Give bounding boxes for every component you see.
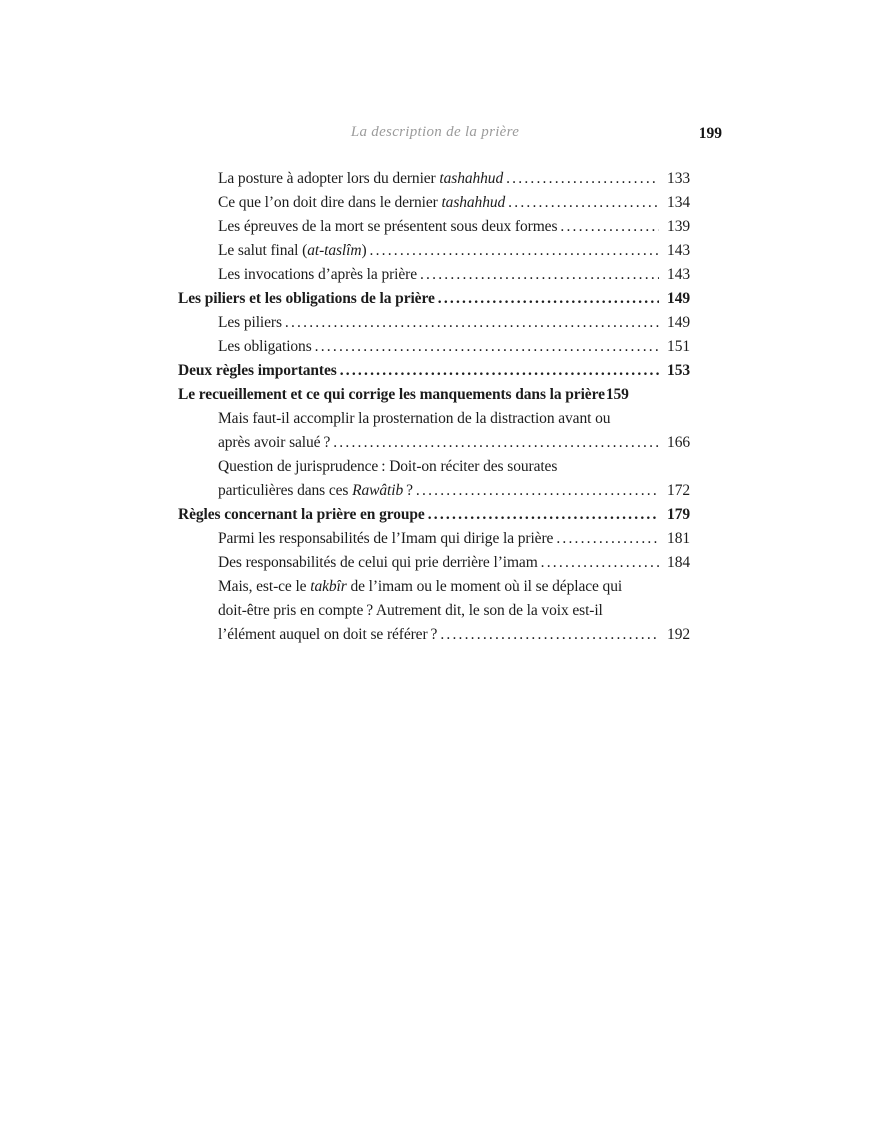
- toc-entry-line: [218, 527, 690, 551]
- toc-entry-title: doit-être pris en compte ? Autrement dit, le son de la voix est-il: [218, 602, 603, 619]
- toc-dot-leader: [553, 527, 659, 551]
- toc-entry-title: Les obligations: [218, 338, 312, 355]
- table-of-contents: [178, 167, 690, 647]
- toc-page-number: 192: [667, 626, 690, 643]
- toc-entry: [178, 455, 690, 503]
- toc-dot-leader: [503, 167, 659, 191]
- toc-page-number: 151: [667, 338, 690, 355]
- toc-entry: [178, 575, 690, 647]
- toc-entry-line: [218, 431, 690, 455]
- toc-page-number: 153: [667, 362, 690, 379]
- toc-entry: [178, 527, 690, 551]
- toc-entry-line: [218, 215, 690, 239]
- toc-dot-leader: [413, 479, 659, 503]
- toc-entry: [178, 551, 690, 575]
- toc-page-number: 184: [667, 554, 690, 571]
- toc-page-number: 139: [667, 218, 690, 235]
- toc-dot-leader: [505, 191, 659, 215]
- toc-dot-leader: [425, 503, 659, 527]
- toc-page-number: 143: [667, 266, 690, 283]
- toc-entry-line: [178, 359, 690, 383]
- toc-entry-title: Des responsabilités de celui qui prie derrière l’imam: [218, 554, 538, 571]
- toc-page-number: 149: [667, 314, 690, 331]
- toc-entry-line: [218, 311, 690, 335]
- toc-page-number: 159: [605, 386, 629, 403]
- toc-entry-title: Parmi les responsabilités de l’Imam qui dirige la prière: [218, 530, 554, 547]
- toc-dot-leader: [330, 431, 659, 455]
- toc-entry-title: Le salut final (at-taslîm): [218, 242, 367, 259]
- toc-entry-title: Les piliers et les obligations de la prière: [178, 290, 435, 307]
- toc-dot-leader: [282, 311, 659, 335]
- toc-entry: [178, 167, 690, 191]
- toc-page-number: 133: [667, 170, 690, 187]
- toc-entry-title: Mais faut-il accomplir la prosternation de la distraction avant ou: [218, 410, 611, 427]
- toc-page-number: 179: [667, 506, 690, 523]
- toc-entry: [178, 335, 690, 359]
- toc-entry-line: [218, 407, 690, 431]
- toc-entry-title: Mais, est-ce le takbîr de l’imam ou le moment où il se déplace qui: [218, 578, 623, 595]
- toc-dot-leader: [337, 359, 659, 383]
- toc-entry-line: [218, 479, 690, 503]
- toc-entry-title: Les invocations d’après la prière: [218, 266, 417, 283]
- toc-entry-title: Question de jurisprudence : Doit-on réciter des sourates: [218, 458, 558, 475]
- toc-entry-line: [218, 455, 690, 479]
- toc-page-number: 166: [667, 434, 690, 451]
- toc-page-number: 134: [667, 194, 690, 211]
- toc-entry-title: après avoir salué ?: [218, 434, 331, 451]
- toc-entry-line: [218, 239, 690, 263]
- toc-dot-leader: [367, 239, 660, 263]
- toc-entry: [178, 239, 690, 263]
- toc-entry: [178, 359, 690, 383]
- toc-entry: [178, 215, 690, 239]
- toc-entry: [178, 263, 690, 287]
- toc-entry: [178, 287, 690, 311]
- toc-entry-title: Le recueillement et ce qui corrige les manquements dans la prière: [178, 386, 605, 403]
- toc-entry-title: Deux règles importantes: [178, 362, 337, 379]
- toc-entry-title: Ce que l’on doit dire dans le dernier tashahhud: [218, 194, 506, 211]
- toc-entry: [178, 191, 690, 215]
- toc-entry-line: [178, 287, 690, 311]
- toc-entry-title: l’élément auquel on doit se référer ?: [218, 626, 438, 643]
- toc-entry-title: Règles concernant la prière en groupe: [178, 506, 425, 523]
- running-header-title: La description de la prière: [350, 124, 520, 140]
- toc-entry-line: [178, 503, 690, 527]
- toc-entry: [178, 311, 690, 335]
- toc-dot-leader: [435, 287, 659, 311]
- toc-page-number: 181: [667, 530, 690, 547]
- toc-page-number: 149: [667, 290, 690, 307]
- toc-entry-line: [218, 191, 690, 215]
- running-header: [0, 124, 870, 148]
- toc-entry: [178, 503, 690, 527]
- toc-entry-line: [218, 167, 690, 191]
- toc-entry-line: [218, 335, 690, 359]
- toc-page-number: 172: [667, 482, 690, 499]
- toc-dot-leader: [417, 263, 659, 287]
- toc-dot-leader: [557, 215, 659, 239]
- toc-entry-line: [178, 383, 690, 407]
- toc-entry-line: [218, 599, 690, 623]
- toc-dot-leader: [437, 623, 659, 647]
- toc-dot-leader: [312, 335, 659, 359]
- toc-dot-leader: [538, 551, 659, 575]
- toc-entry-line: [218, 623, 690, 647]
- toc-entry-line: [218, 263, 690, 287]
- toc-entry: [178, 407, 690, 455]
- toc-page-number: 143: [667, 242, 690, 259]
- toc-entry-title: Les piliers: [218, 314, 282, 331]
- toc-entry: [178, 383, 690, 407]
- toc-entry-line: [218, 551, 690, 575]
- toc-entry-title: Les épreuves de la mort se présentent sous deux formes: [218, 218, 558, 235]
- toc-entry-title: particulières dans ces Rawâtib ?: [218, 482, 413, 499]
- toc-entry-title: La posture à adopter lors du dernier tashahhud: [218, 170, 504, 187]
- header-page-number: 199: [698, 125, 722, 142]
- toc-entry-line: [218, 575, 690, 599]
